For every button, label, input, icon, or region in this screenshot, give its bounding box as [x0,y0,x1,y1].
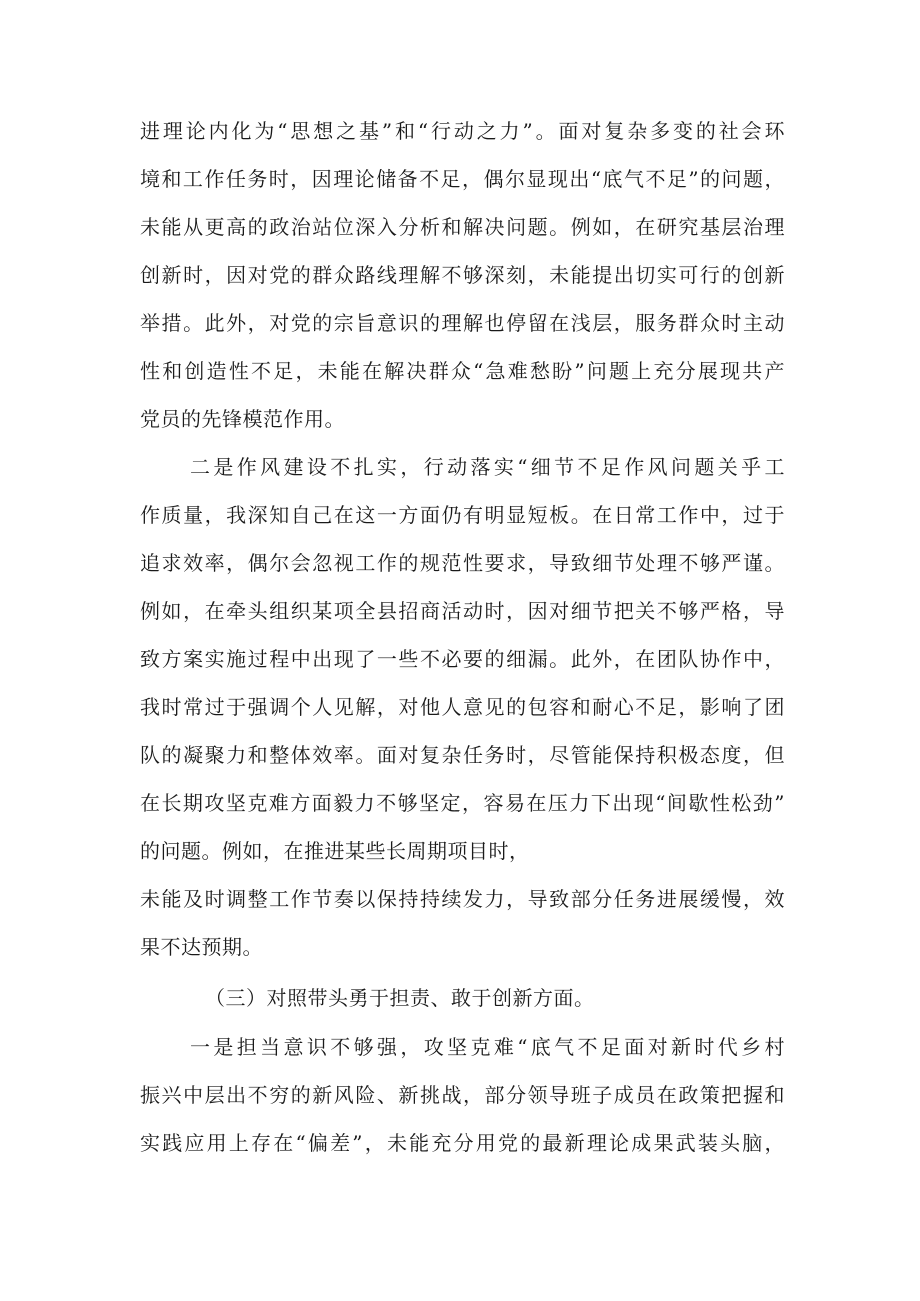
text-line: 在长期攻坚克难方面毅力不够坚定，容易在压力下出现“间歇性松劲” [140,791,785,815]
text-line: 队的凝聚力和整体效率。面对复杂任务时，尽管能保持积极态度，但 [140,743,785,767]
text-line: 例如，在牵头组织某项全县招商活动时，因对细节把关不够严格，导 [140,599,785,623]
text-line: 境和工作任务时，因理论储备不足，偶尔显现出“底气不足”的问题， [140,167,785,191]
text-line: 创新时，因对党的群众路线理解不够深刻，未能提出切实可行的创新 [140,263,785,287]
text-line: 性和创造性不足，未能在解决群众“急难愁盼”问题上充分展现共产 [140,359,785,383]
text-line: 的问题。例如，在推进某些长周期项目时， [140,839,530,863]
text-line: 党员的先锋模范作用。 [140,407,345,431]
paragraph-first-line: 一是担当意识不够强，攻坚克难“底气不足面对新时代乡村 [190,1035,785,1059]
text-line: 作质量，我深知自己在这一方面仍有明显短板。在日常工作中，过于 [140,503,785,527]
paragraph-first-line: 二是作风建设不扎实，行动落实“细节不足作风问题关乎工 [190,455,785,479]
text-line: 我时常过于强调个人见解，对他人意见的包容和耐心不足，影响了团 [140,695,785,719]
text-line: 进理论内化为“思想之基”和“行动之力”。面对复杂多变的社会环 [140,119,785,143]
text-line: 实践应用上存在“偏差”，未能充分用党的最新理论成果武装头脑， [140,1131,785,1155]
text-line: 未能从更高的政治站位深入分析和解决问题。例如，在研究基层治理 [140,215,785,239]
text-line: 致方案实施过程中出现了一些不必要的细漏。此外，在团队协作中， [140,647,785,671]
text-line: 振兴中层出不穷的新风险、新挑战，部分领导班子成员在政策把握和 [140,1083,785,1107]
text-line: 举措。此外，对党的宗旨意识的理解也停留在浅层，服务群众时主动 [140,311,785,335]
text-line: 未能及时调整工作节奏以保持持续发力，导致部分任务进展缓慢，效 [140,887,785,911]
text-line: 追求效率，偶尔会忽视工作的规范性要求，导致细节处理不够严谨。 [140,551,785,575]
section-heading: （三）对照带头勇于担责、敢于创新方面。 [205,986,595,1010]
text-line: 果不达预期。 [140,935,263,959]
